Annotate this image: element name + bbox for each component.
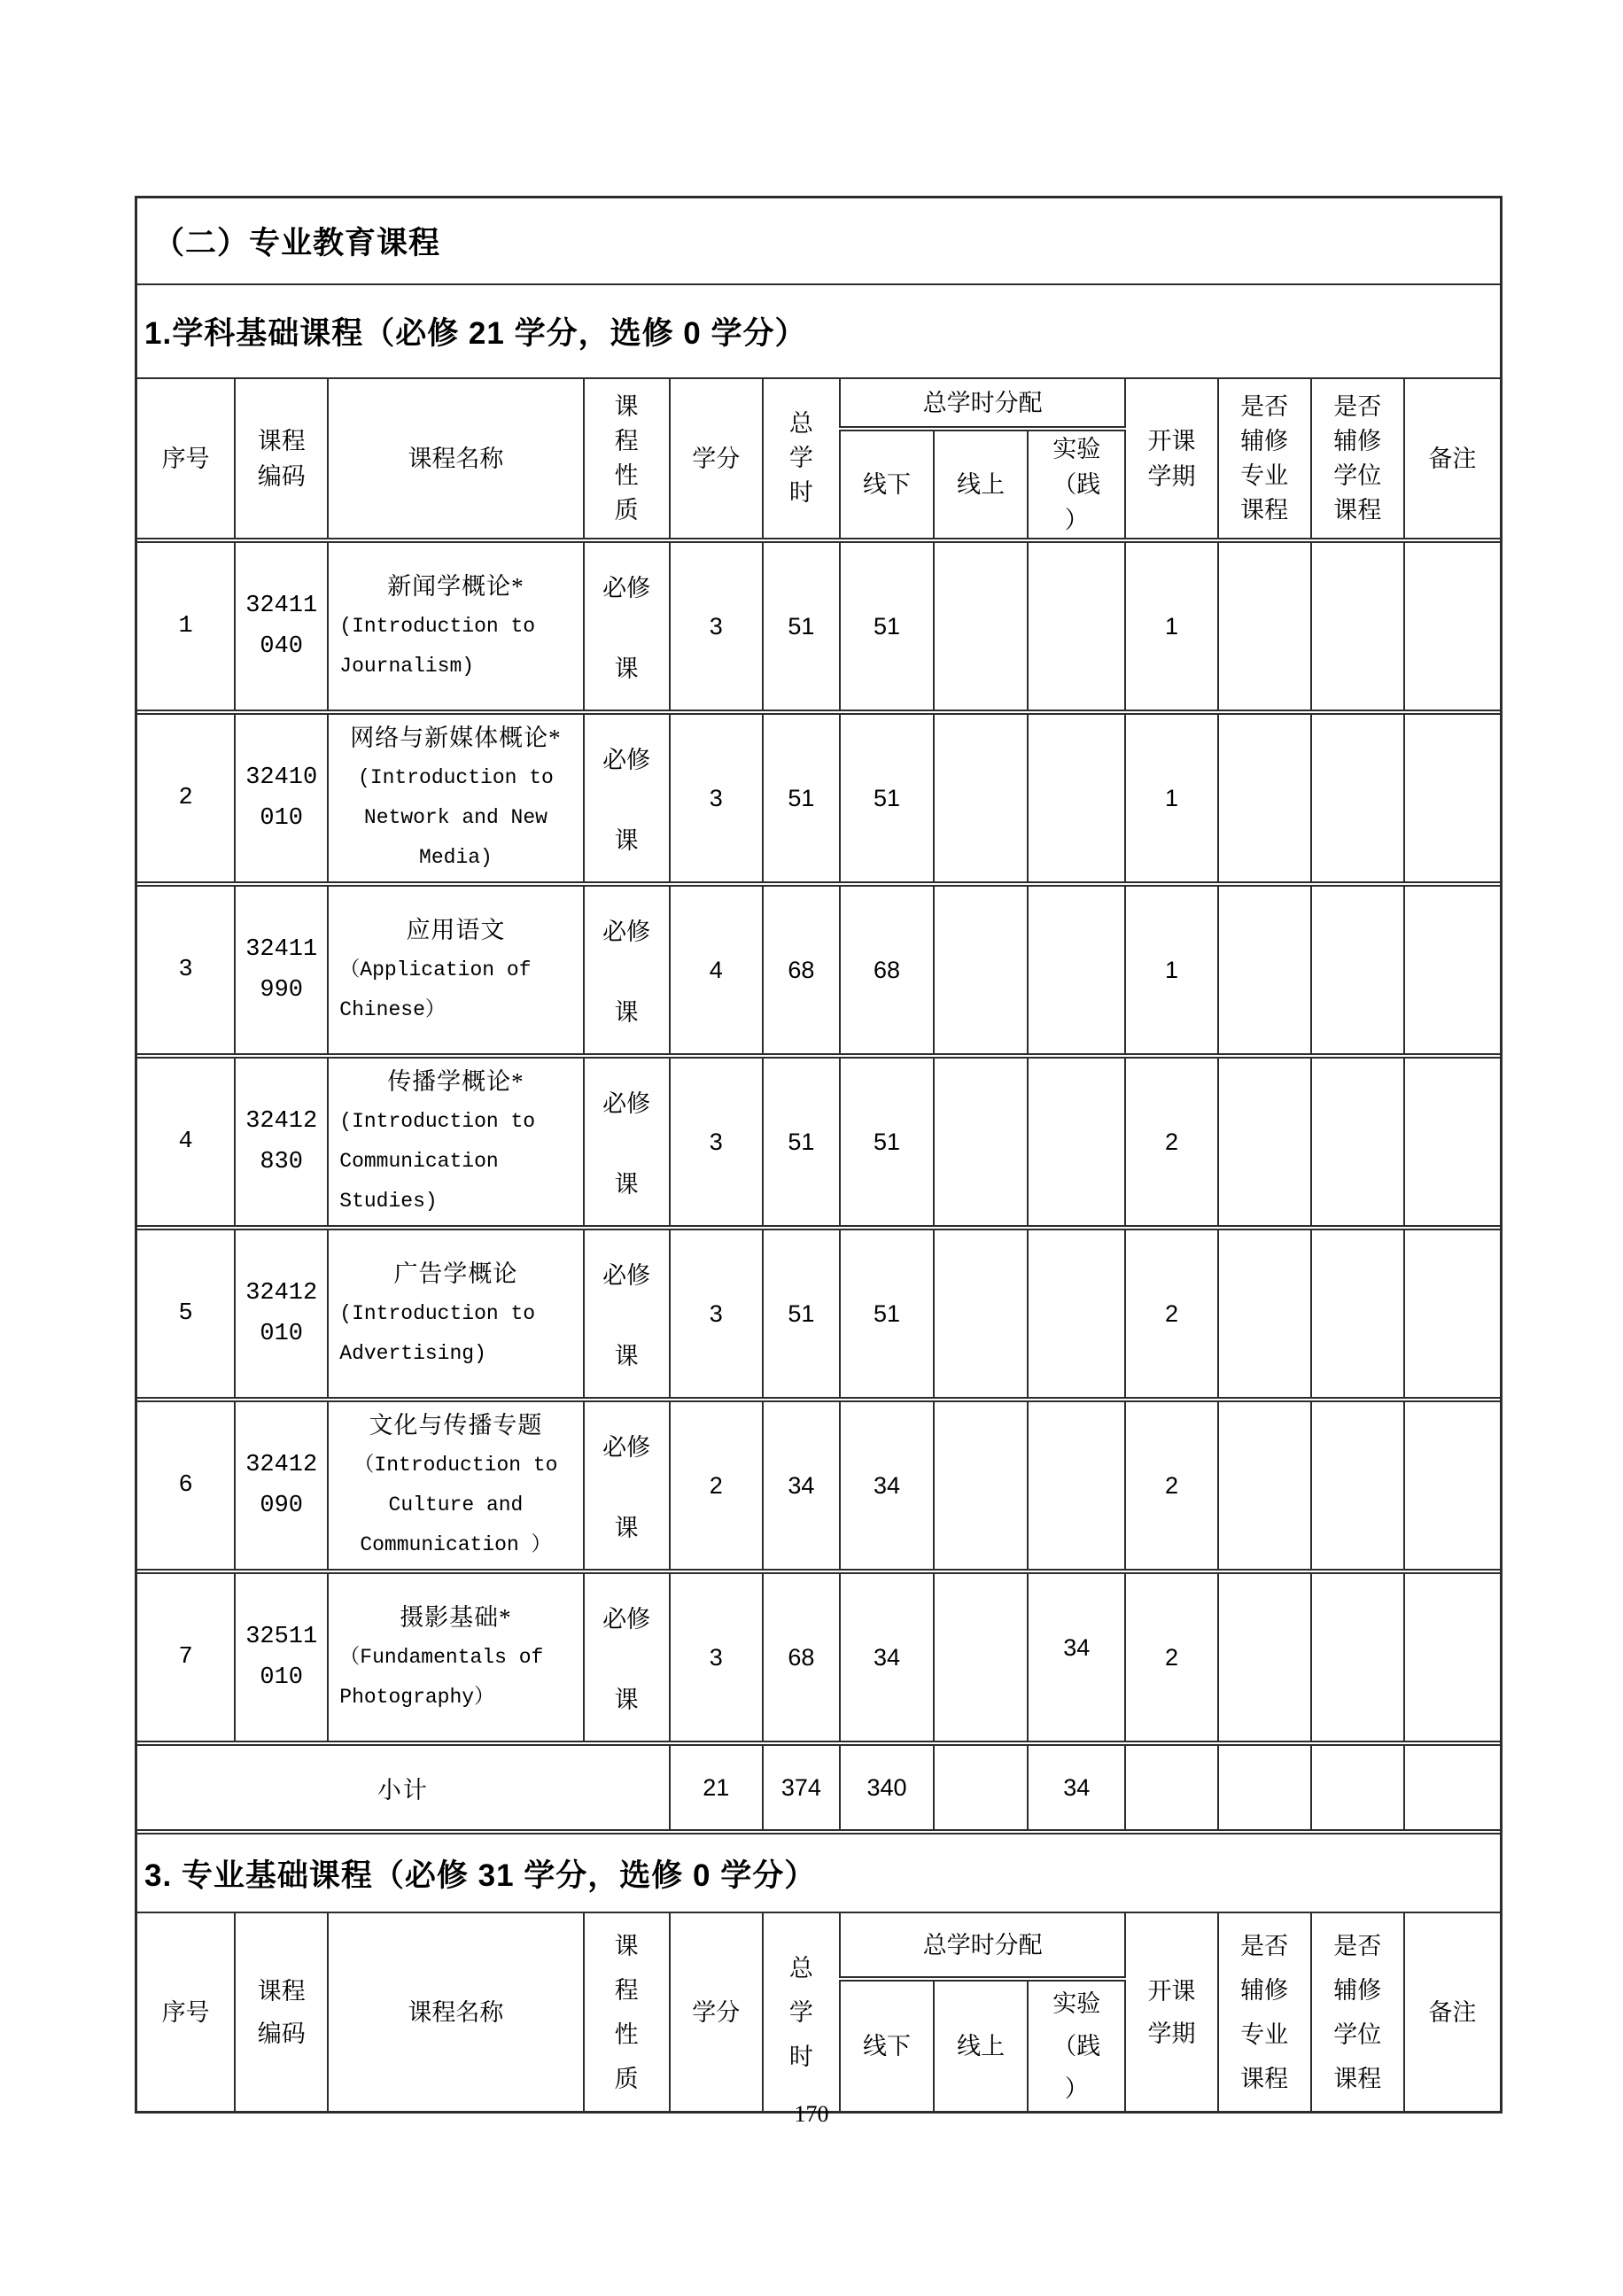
cell-offline-hours: 68	[840, 884, 934, 1056]
char: 时	[788, 479, 813, 506]
cell-offline-hours: 34	[840, 1571, 934, 1743]
char: 质	[614, 496, 639, 524]
line: 课	[614, 655, 639, 682]
cell-credits: 3	[670, 1571, 763, 1743]
course-name-en: Culture and	[388, 1493, 524, 1516]
course-name-en: Photography）	[339, 1685, 495, 1709]
box-title: （二）专业教育课程	[153, 226, 441, 260]
table2-header-row-1	[137, 1913, 1500, 1979]
line: 课	[614, 1343, 639, 1369]
cell-online-hours	[934, 540, 1028, 712]
cell-offline-hours: 51	[840, 540, 934, 712]
line: 课	[614, 1515, 639, 1541]
course-row-5	[137, 1228, 1500, 1400]
cell-practice-hours	[1028, 1571, 1125, 1743]
code-line: 040	[260, 633, 303, 660]
header-total-hours-chars	[764, 407, 839, 510]
cell-course-name	[328, 1056, 583, 1228]
header-practice-line: 实验	[1052, 1990, 1101, 2017]
header-total-hours	[763, 379, 840, 540]
cell-minor-degree	[1311, 884, 1404, 1056]
cell-course-code	[235, 884, 328, 1056]
header-credits: 学分	[670, 1913, 763, 2111]
section-title-1: 1.学科基础课程（必修 21 学分，选修 0 学分）	[137, 283, 1500, 379]
header-total-hours-chars	[764, 1946, 839, 2079]
cell-course-nature	[584, 1228, 670, 1400]
cell-seq: 7	[137, 1571, 235, 1743]
cell-minor-major	[1218, 884, 1311, 1056]
header-minor-major	[1218, 379, 1311, 540]
course-name-en: Chinese）	[339, 997, 446, 1021]
header-practice-line: （践	[1052, 2033, 1101, 2059]
cell-seq: 6	[137, 1400, 235, 1571]
cell-minor-major	[1218, 712, 1311, 884]
course-row-7	[137, 1571, 1500, 1743]
cell-practice-hours	[1028, 540, 1125, 712]
cell-practice-hours	[1028, 1228, 1125, 1400]
nature-lines	[585, 1061, 669, 1222]
code-line: 010	[260, 1664, 303, 1691]
header-course-nature	[584, 1913, 670, 2111]
header-remark: 备注	[1404, 379, 1500, 540]
line: 辅修	[1240, 1976, 1289, 2004]
code-line: 32511	[245, 1624, 318, 1650]
curriculum-box	[135, 196, 1503, 2114]
course-name-zh: 文化与传播专题	[369, 1412, 543, 1439]
subtotal-label: 小计	[137, 1743, 670, 1829]
header-course-nature-chars	[585, 1924, 669, 2101]
line: 专业	[1240, 462, 1289, 489]
cell-semester: 1	[1125, 540, 1217, 712]
code-line: 010	[260, 805, 303, 832]
cell-remark	[1404, 1056, 1500, 1228]
cell-offline-hours: 34	[840, 1400, 934, 1571]
subtotal-credits: 21	[670, 1743, 763, 1829]
cell-seq: 1	[137, 540, 235, 712]
course-row-6	[137, 1400, 1500, 1571]
cell-minor-major	[1218, 1400, 1311, 1571]
cell-credits: 3	[670, 712, 763, 884]
line: 是否	[1240, 392, 1289, 420]
course-name-zh: 广告学概论	[393, 1260, 518, 1287]
subtotal-online-hours	[934, 1743, 1028, 1829]
line: 必修	[602, 747, 651, 773]
subtotal-semester	[1125, 1743, 1217, 1829]
line: 是否	[1240, 1932, 1289, 1959]
cell-online-hours	[934, 712, 1028, 884]
code-line: 830	[260, 1149, 303, 1175]
cell-course-name	[328, 1228, 583, 1400]
header-practice-line: ）	[1064, 507, 1089, 533]
cell-remark	[1404, 1400, 1500, 1571]
header-course-code-line: 课程	[257, 1977, 306, 2005]
cell-course-nature	[584, 884, 670, 1056]
cell-online-hours	[934, 1228, 1028, 1400]
subtotal-practice-hours: 34	[1028, 1743, 1125, 1829]
header-practice-line: ）	[1064, 2075, 1089, 2102]
char: 性	[614, 2021, 639, 2048]
line: 专业	[1240, 2021, 1289, 2048]
line: 课程	[1333, 496, 1382, 524]
cell-total-hours: 68	[763, 884, 840, 1056]
cell-course-code	[235, 1400, 328, 1571]
nature-lines	[585, 546, 669, 707]
course-name-en: (Introduction to	[339, 1301, 536, 1325]
header-minor-degree	[1311, 379, 1404, 540]
cell-offline-hours: 51	[840, 1056, 934, 1228]
header-semester-line: 开课	[1147, 1977, 1196, 2005]
cell-online-hours	[934, 884, 1028, 1056]
header-offline: 线下	[840, 429, 934, 540]
nature-lines	[585, 1405, 669, 1566]
header-seq: 序号	[137, 379, 235, 540]
header-course-code	[235, 1913, 328, 2111]
cell-semester: 2	[1125, 1056, 1217, 1228]
header-semester-line: 开课	[1147, 427, 1196, 454]
line: 必修	[602, 919, 651, 945]
cell-remark	[1404, 884, 1500, 1056]
cell-credits: 3	[670, 1228, 763, 1400]
cell-course-name	[328, 884, 583, 1056]
code-line: 090	[260, 1493, 303, 1519]
code-line: 32411	[245, 593, 318, 619]
course-name-zh: 摄影基础*	[400, 1603, 512, 1631]
course-row-3	[137, 884, 1500, 1056]
cell-minor-major	[1218, 540, 1311, 712]
course-name-en: (Introduction to	[339, 1110, 536, 1133]
course-name-en: Studies)	[339, 1190, 438, 1213]
cell-semester: 2	[1125, 1228, 1217, 1400]
line: 课	[614, 1687, 639, 1713]
cell-course-nature	[584, 1056, 670, 1228]
cell-minor-major	[1218, 1228, 1311, 1400]
course-name-zh: 网络与新媒体概论*	[350, 725, 562, 751]
line: 辅修	[1333, 427, 1382, 454]
char: 程	[614, 1976, 639, 2004]
section-title-3: 3. 专业基础课程（必修 31 学分，选修 0 学分）	[137, 1829, 1500, 1913]
course-name-en: Communication	[339, 1150, 499, 1173]
cell-practice-hours	[1028, 884, 1125, 1056]
page-number: 170	[794, 2101, 829, 2127]
cell-course-nature	[584, 1571, 670, 1743]
cell-seq: 5	[137, 1228, 235, 1400]
header-course-name: 课程名称	[328, 379, 583, 540]
header-course-nature	[584, 379, 670, 540]
course-name-en: （Introduction to	[353, 1454, 558, 1477]
cell-minor-degree	[1311, 1228, 1404, 1400]
cell-minor-degree	[1311, 1056, 1404, 1228]
char: 课	[614, 392, 639, 420]
cell-minor-degree	[1311, 1571, 1404, 1743]
cell-remark	[1404, 712, 1500, 884]
header-minor-major-lines	[1219, 390, 1310, 528]
cell-total-hours: 34	[763, 1400, 840, 1571]
line: 辅修	[1240, 427, 1289, 454]
course-name-en: Network and New	[363, 806, 547, 829]
header-minor-major-lines	[1219, 1924, 1310, 2101]
cell-course-code	[235, 1228, 328, 1400]
line: 课程	[1333, 2065, 1382, 2092]
cell-course-name	[328, 1571, 583, 1743]
course-name-en: (Introduction to	[358, 766, 554, 789]
header-remark: 备注	[1404, 1913, 1500, 2111]
cell-total-hours: 51	[763, 1228, 840, 1400]
cell-semester: 1	[1125, 712, 1217, 884]
header-offline: 线下	[840, 1979, 934, 2111]
course-name-en: (Introduction to	[339, 614, 536, 638]
cell-seq: 3	[137, 884, 235, 1056]
cell-online-hours	[934, 1056, 1028, 1228]
course-name-en: （Fundamentals of	[339, 1645, 544, 1669]
cell-practice-hours	[1028, 1056, 1125, 1228]
cell-course-nature	[584, 712, 670, 884]
nature-lines	[585, 889, 669, 1051]
subtotal-remark	[1404, 1743, 1500, 1829]
header-total-hours	[763, 1913, 840, 2111]
code-line: 32410	[245, 764, 318, 791]
header-minor-degree	[1311, 1913, 1404, 2111]
char: 质	[614, 2065, 639, 2092]
line: 是否	[1333, 392, 1382, 420]
cell-course-nature	[584, 1400, 670, 1571]
cell-course-name	[328, 712, 583, 884]
line: 学位	[1333, 2021, 1382, 2048]
cell-semester: 1	[1125, 884, 1217, 1056]
course-name-zh: 应用语文	[406, 916, 506, 943]
course-name-en: Advertising)	[339, 1341, 486, 1365]
cell-minor-degree	[1311, 540, 1404, 712]
subtotal-minor-degree	[1311, 1743, 1404, 1829]
cell-total-hours: 51	[763, 540, 840, 712]
line: 是否	[1333, 1932, 1382, 1959]
line: 课程	[1240, 2065, 1289, 2092]
header-semester-line: 学期	[1147, 2020, 1196, 2047]
subtotal-minor-major	[1218, 1743, 1311, 1829]
line: 辅修	[1333, 1976, 1382, 2004]
line: 课	[614, 999, 639, 1026]
cell-total-hours: 51	[763, 1056, 840, 1228]
cell-practice-hours	[1028, 712, 1125, 884]
table1-header-row-1	[137, 379, 1500, 429]
cell-minor-major	[1218, 1056, 1311, 1228]
header-online: 线上	[934, 429, 1028, 540]
header-practice-line: （践	[1052, 471, 1101, 498]
course-row-2	[137, 712, 1500, 884]
course-table-2	[137, 1913, 1500, 2111]
line: 必修	[602, 1606, 651, 1633]
line: 必修	[602, 1262, 651, 1289]
header-credits: 学分	[670, 379, 763, 540]
subtotal-row	[137, 1743, 1500, 1829]
line: 必修	[602, 1090, 651, 1117]
cell-credits: 3	[670, 540, 763, 712]
nature-lines	[585, 1577, 669, 1738]
header-hours-allocation: 总学时分配	[840, 379, 1125, 429]
char: 程	[614, 427, 639, 454]
cell-credits: 3	[670, 1056, 763, 1228]
course-name-en: Media)	[419, 846, 493, 869]
nature-lines	[585, 718, 669, 879]
header-minor-major	[1218, 1913, 1311, 2111]
header-semester	[1125, 1913, 1217, 2111]
header-practice-line: 实验	[1052, 436, 1101, 462]
char: 学	[788, 445, 813, 471]
cell-course-name	[328, 540, 583, 712]
cell-seq: 4	[137, 1056, 235, 1228]
code-line: 32411	[245, 936, 318, 963]
header-practice	[1028, 1979, 1125, 2111]
header-course-nature-chars	[585, 390, 669, 528]
char: 课	[614, 1932, 639, 1959]
code-line: 32412	[245, 1280, 318, 1307]
cell-course-name	[328, 1400, 583, 1571]
header-minor-degree-lines	[1312, 1924, 1403, 2101]
course-name-en: Journalism)	[339, 654, 475, 678]
cell-course-code	[235, 540, 328, 712]
cell-total-hours: 51	[763, 712, 840, 884]
cell-offline-hours: 51	[840, 1228, 934, 1400]
course-row-4	[137, 1056, 1500, 1228]
header-course-code-line: 编码	[257, 462, 306, 490]
line: 课	[614, 1171, 639, 1198]
cell-credits: 2	[670, 1400, 763, 1571]
subtotal-offline-hours: 340	[840, 1743, 934, 1829]
header-semester	[1125, 379, 1217, 540]
cell-online-hours	[934, 1571, 1028, 1743]
header-seq: 序号	[137, 1913, 235, 2111]
line: 必修	[602, 1434, 651, 1461]
line: 必修	[602, 575, 651, 601]
header-hours-allocation: 总学时分配	[840, 1913, 1125, 1979]
header-course-name: 课程名称	[328, 1913, 583, 2111]
char: 总	[788, 1954, 813, 1982]
cell-online-hours	[934, 1400, 1028, 1571]
header-course-code-line: 课程	[257, 427, 306, 454]
cell-practice-hours	[1028, 1400, 1125, 1571]
practice-value: 34	[1063, 1633, 1091, 1661]
header-minor-degree-lines	[1312, 390, 1403, 528]
cell-minor-degree	[1311, 712, 1404, 884]
cell-seq: 2	[137, 712, 235, 884]
course-table-1	[137, 379, 1500, 1829]
cell-remark	[1404, 1228, 1500, 1400]
char: 性	[614, 462, 639, 489]
cell-minor-major	[1218, 1571, 1311, 1743]
course-name-zh: 传播学概论*	[387, 1068, 524, 1095]
line: 学位	[1333, 462, 1382, 489]
header-course-code-line: 编码	[257, 2020, 306, 2047]
cell-course-nature	[584, 540, 670, 712]
line: 课	[614, 827, 639, 854]
cell-remark	[1404, 1571, 1500, 1743]
cell-course-code	[235, 1056, 328, 1228]
cell-semester: 2	[1125, 1571, 1217, 1743]
header-course-code	[235, 379, 328, 540]
char: 总	[788, 410, 813, 437]
cell-remark	[1404, 540, 1500, 712]
cell-course-code	[235, 1571, 328, 1743]
char: 时	[788, 2043, 813, 2070]
code-line: 32412	[245, 1452, 318, 1478]
course-row-1	[137, 540, 1500, 712]
cell-total-hours: 68	[763, 1571, 840, 1743]
cell-offline-hours: 51	[840, 712, 934, 884]
header-online: 线上	[934, 1979, 1028, 2111]
course-name-en: （Application of	[339, 958, 532, 981]
course-name-zh: 新闻学概论*	[387, 572, 524, 600]
cell-minor-degree	[1311, 1400, 1404, 1571]
header-practice	[1028, 429, 1125, 540]
header-semester-line: 学期	[1147, 462, 1196, 490]
code-line: 32412	[245, 1108, 318, 1135]
cell-credits: 4	[670, 884, 763, 1056]
nature-lines	[585, 1233, 669, 1394]
cell-course-code	[235, 712, 328, 884]
char: 学	[788, 1998, 813, 2026]
code-line: 990	[260, 977, 303, 1004]
subtotal-total-hours: 374	[763, 1743, 840, 1829]
code-line: 010	[260, 1321, 303, 1347]
line: 课程	[1240, 496, 1289, 524]
cell-semester: 2	[1125, 1400, 1217, 1571]
course-name-en: Communication ）	[360, 1533, 552, 1556]
